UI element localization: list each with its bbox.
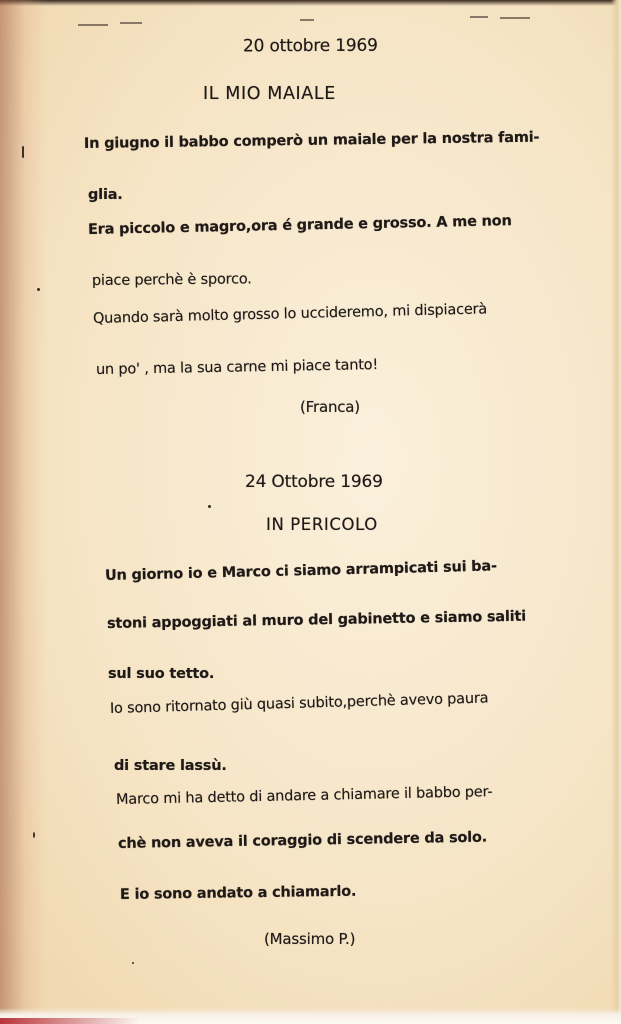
scan-mark bbox=[470, 16, 488, 18]
speck bbox=[22, 146, 24, 158]
text-line: Quando sarà molto grosso lo uccideremo, mi dispiacerà bbox=[92, 301, 488, 327]
text-line: Io sono ritornato giù quasi subito,perchè avevo paura bbox=[109, 690, 489, 717]
scan-mark bbox=[78, 24, 108, 26]
text-line: Marco mi ha detto di andare a chiamare il babbo per- bbox=[115, 784, 493, 808]
text-line: In giugno il babbo comperò un maiale per la nostra fami- bbox=[83, 129, 540, 152]
cover-edge bbox=[0, 1018, 140, 1024]
text-line: Era piccolo e magro,ora é grande e grosso. A me non bbox=[87, 213, 512, 238]
scan-mark bbox=[120, 22, 142, 24]
entry-date: 24 Ottobre 1969 bbox=[245, 472, 383, 492]
text-line: di stare lassù. bbox=[114, 758, 227, 774]
text-line: sul suo tetto. bbox=[108, 666, 215, 682]
entry-date: 20 ottobre 1969 bbox=[242, 35, 378, 57]
text-line: piace perchè è sporco. bbox=[91, 271, 252, 289]
scan-mark bbox=[300, 19, 314, 21]
text-line: un po' , ma la sua carne mi piace tanto! bbox=[95, 357, 379, 378]
entry-title: IL MIO MAIALE bbox=[203, 84, 336, 104]
speck bbox=[37, 288, 40, 291]
text-line: chè non aveva il coraggio di scendere da solo. bbox=[117, 829, 488, 852]
text-line: stoni appoggiati al muro del gabinetto e siamo saliti bbox=[106, 608, 527, 632]
text-line: Un giorno io e Marco ci siamo arrampicati sui ba- bbox=[104, 558, 497, 584]
entry-title: IN PERICOLO bbox=[266, 515, 378, 534]
entry-author: (Franca) bbox=[300, 398, 360, 416]
top-edge-shadow bbox=[0, 0, 621, 6]
entry-author: (Massimo P.) bbox=[264, 930, 356, 948]
text-line: E io sono andato a chiamarlo. bbox=[119, 883, 357, 903]
speck bbox=[208, 505, 211, 508]
text-line: glia. bbox=[88, 187, 123, 203]
scan-mark bbox=[500, 17, 530, 19]
page-right-edge bbox=[611, 0, 621, 1024]
speck bbox=[33, 832, 35, 838]
speck bbox=[132, 962, 134, 964]
